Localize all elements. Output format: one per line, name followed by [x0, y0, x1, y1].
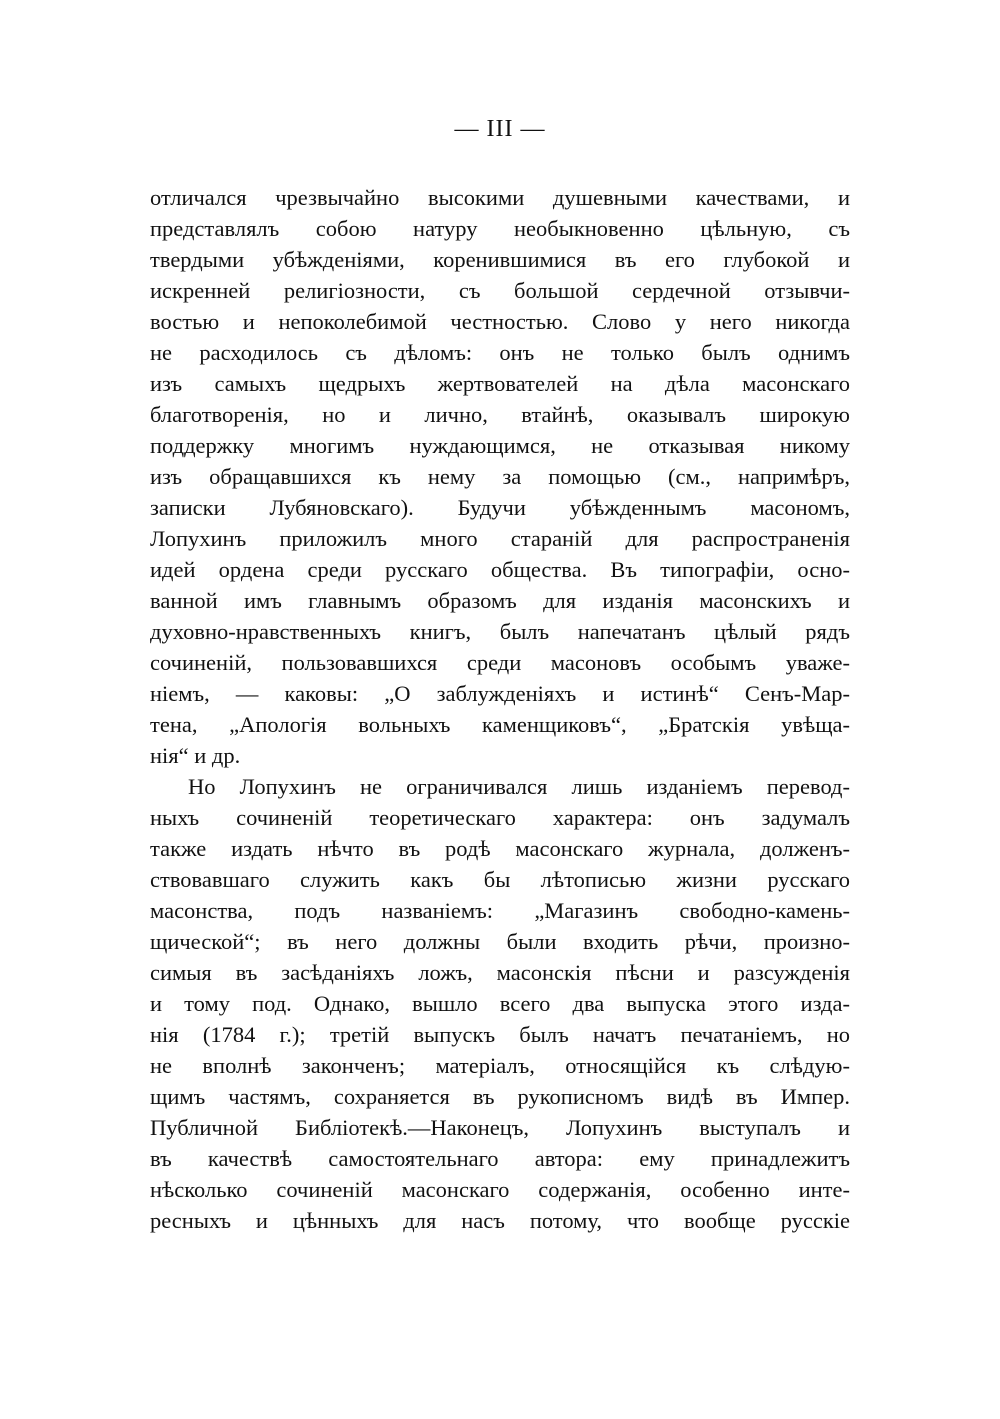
text-line: отличался чрезвычайно высокими душевными качествами, и	[150, 185, 850, 210]
text-line: изъ самыхъ щедрыхъ жертвователей на дѣла масонскаго	[150, 371, 850, 396]
text-line: идей ордена среди русскаго общества. Въ типографіи, осно-	[150, 557, 850, 582]
text-line: ніемъ, — каковы: „О заблужденіяхъ и истинѣ“ Сенъ-Мар-	[150, 681, 850, 706]
text-line: благотворенія, но и лично, втайнѣ, оказывалъ широкую	[150, 402, 850, 427]
text-line: ресныхъ и цѣнныхъ для насъ потому, что вообще русскіе	[150, 1208, 850, 1233]
text-line: также издать нѣчто въ родѣ масонскаго журнала, долженъ-	[150, 836, 850, 861]
text-line: щической“; въ него должны были входить рѣчи, произно-	[150, 929, 850, 954]
text-line: Лопухинъ приложилъ много стараній для распространенія	[150, 526, 850, 551]
body-text	[150, 182, 850, 1236]
text-line: щимъ частямъ, сохраняется въ рукописномъ видѣ въ Импер.	[150, 1084, 850, 1109]
text-line: Но Лопухинъ не ограничивался лишь изданіемъ перевод-	[188, 774, 850, 799]
text-line: не расходилось съ дѣломъ: онъ не только былъ однимъ	[150, 340, 850, 365]
text-line: представлялъ собою натуру необыкновенно цѣльную, съ	[150, 216, 850, 241]
text-line: нія“ и др.	[150, 743, 241, 768]
text-line: въ качествѣ самостоятельнаго автора: ему принадлежитъ	[150, 1146, 850, 1171]
text-line: ныхъ сочиненій теоретическаго характера: онъ задумалъ	[150, 805, 850, 830]
text-line: симыя въ засѣданіяхъ ложъ, масонскія пѣсни и разсужденія	[150, 960, 850, 985]
text-line: сочиненій, пользовавшихся среди масоновъ особымъ уваже-	[150, 650, 850, 675]
text-line: и тому под. Однако, вышло всего два выпуска этого изда-	[150, 991, 850, 1016]
text-line: масонства, подъ названіемъ: „Магазинъ свободно-камень-	[150, 898, 850, 923]
text-line: изъ обращавшихся къ нему за помощью (см., напримѣръ,	[150, 464, 850, 489]
text-line: нія (1784 г.); третій выпускъ былъ начатъ печатаніемъ, но	[150, 1022, 850, 1047]
text-line: ванной имъ главнымъ образомъ для изданія масонскихъ и	[150, 588, 850, 613]
text-line: востью и непоколебимой честностью. Слово у него никогда	[150, 309, 850, 334]
page-number: — III —	[454, 116, 546, 142]
text-line: искренней религіозности, съ большой сердечной отзывчи-	[150, 278, 850, 303]
text-line: нѣсколько сочиненій масонскаго содержанія, особенно инте-	[150, 1177, 850, 1202]
text-line: поддержку многимъ нуждающимся, не отказывая никому	[150, 433, 850, 458]
text-line: не вполнѣ законченъ; матеріалъ, относящійся къ слѣдую-	[150, 1053, 850, 1078]
text-line: твердыми убѣжденіями, коренившимися въ его глубокой и	[150, 247, 850, 272]
text-line: ствовавшаго служить какъ бы лѣтописью жизни русскаго	[150, 867, 850, 892]
text-line: тена, „Апологія вольныхъ каменщиковъ“, „Братскія увѣща-	[150, 712, 850, 737]
text-line: записки Лубяновскаго). Будучи убѣжденнымъ масономъ,	[150, 495, 850, 520]
text-line: духовно-нравственныхъ книгъ, былъ напечатанъ цѣлый рядъ	[150, 619, 850, 644]
text-line: Публичной Библіотекѣ.—Наконецъ, Лопухинъ выступалъ и	[150, 1115, 850, 1140]
